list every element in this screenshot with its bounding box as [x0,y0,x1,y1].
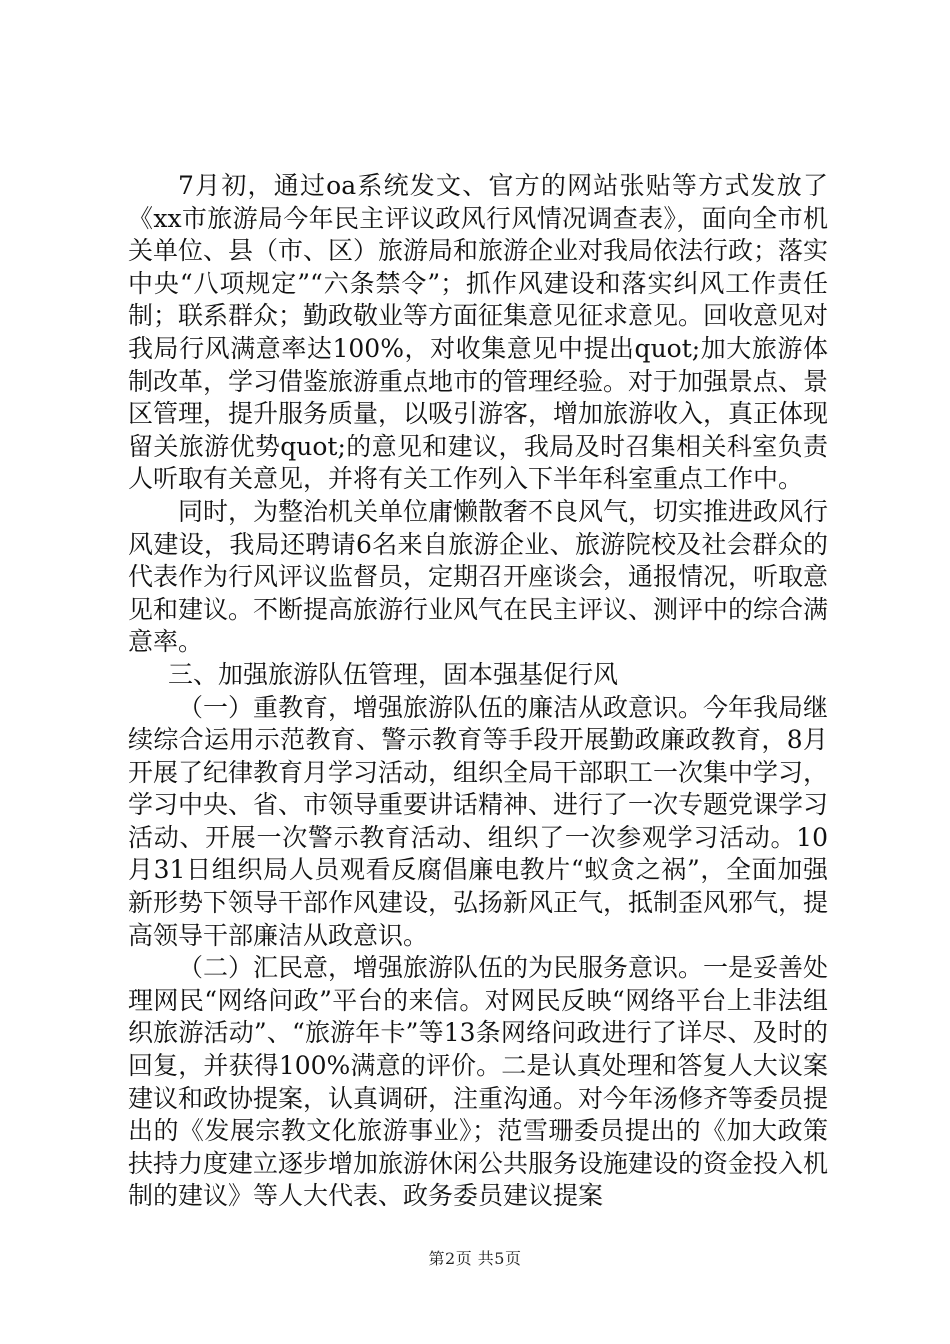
section-heading: 三、加强旅游队伍管理，固本强基促行风 [168,659,619,689]
document-body [128,170,828,1213]
page-number: 第2页 共5页 [428,1249,522,1268]
page-footer [0,1249,950,1269]
subsection-education: （一）重教育，增强旅游队伍的廉洁从政意识。今年我局继续综合运用示范教育、警示教育等手段开展勤政廉政教育，8月开展了纪律教育月学习活动，组织全局干部职工一次集中学习，学习中央、省、市领导重要讲话精神、进行了一次专题党课学习活动、开展一次警示教育活动、组织了一次参观学习活动。10月31日组织局人员观看反腐倡廉电教片“蚁贪之祸”，全面加强新形势下领导干部作风建设，弘扬新风正气，抵制歪风邪气，提高领导干部廉洁从政意识。 [128,692,829,950]
paragraph-supervisors: 同时，为整治机关单位庸懒散奢不良风气，切实推进政风行风建设，我局还聘请6名来自旅游企业、旅游院校及社会群众的代表作为行风评议监督员，定期召开座谈会，通报情况，听取意见和建议。不断提高旅游行业风气在民主评议、测评中的综合满意率。 [128,496,829,657]
paragraph-survey: 7月初，通过oa系统发文、官方的网站张贴等方式发放了《xx市旅游局今年民主评议政风行风情况调查表》，面向全市机关单位、县（市、区）旅游局和旅游企业对我局依法行政；落实中央“八项规定”“六条禁令”；抓作风建设和落实纠风工作责任制；联系群众；勤政敬业等方面征集意见征求意见。回收意见对我局行风满意率达100%，对收集意见中提出quot;加大旅游体制改革，学习借鉴旅游重点地市的管理经验。对于加强景点、景区管理，提升服务质量，以吸引游客，增加旅游收入，真正体现留关旅游优势quot;的意见和建议，我局及时召集相关科室负责人听取有关意见，并将有关工作列入下半年科室重点工作中。 [128,171,829,494]
subsection-public-opinion: （二）汇民意，增强旅游队伍的为民服务意识。一是妥善处理网民“网络问政”平台的来信。对网民反映“网络平台上非法组织旅游活动”、“旅游年卡”等13条网络问政进行了详尽、及时的回复，并获得100%满意的评价。二是认真处理和答复人大议案建议和政协提案，认真调研，注重沟通。对今年汤修齐等委员提出的《发展宗教文化旅游事业》；范雪珊委员提出的《加大政策扶持力度建立逐步增加旅游休闲公共服务设施建设的资金投入机制的建议》等人大代表、政务委员建议提案 [128,953,829,1211]
